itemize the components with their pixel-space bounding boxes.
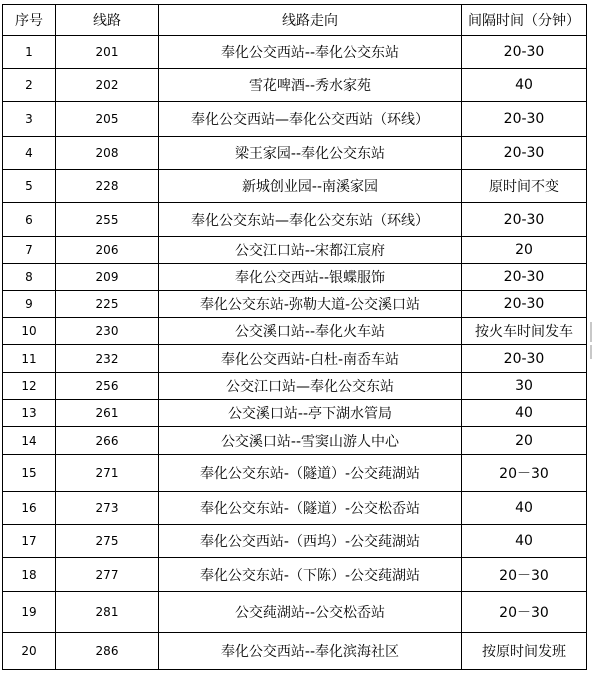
cell-index: 11 [3, 345, 56, 373]
cell-interval: 40 [462, 492, 587, 525]
cell-interval: 20 [462, 427, 587, 455]
cell-route: 公交江口站—奉化公交东站 [159, 373, 462, 400]
cell-index: 8 [3, 264, 56, 291]
table-row [3, 203, 587, 237]
cell-line: 209 [56, 264, 159, 291]
cell-index: 2 [3, 69, 56, 102]
cell-route: 梁王家园--奉化公交东站 [159, 137, 462, 170]
cell-interval: 20-30 [462, 137, 587, 170]
header-row [3, 5, 587, 36]
cell-route: 公交莼湖站--公交松岙站 [159, 592, 462, 633]
header-route: 线路走向 [159, 5, 462, 36]
cell-line: 201 [56, 36, 159, 69]
cell-line: 277 [56, 558, 159, 592]
header-index: 序号 [3, 5, 56, 36]
cell-index: 7 [3, 237, 56, 264]
cell-line: 206 [56, 237, 159, 264]
cell-route: 公交溪口站--奉化火车站 [159, 318, 462, 345]
cell-index: 9 [3, 291, 56, 318]
cell-interval: 按原时间发班 [462, 633, 587, 670]
cell-interval: 20-30 [462, 102, 587, 137]
table-row [3, 373, 587, 400]
cell-route: 奉化公交西站-（西坞）-公交莼湖站 [159, 525, 462, 558]
cell-line: 281 [56, 592, 159, 633]
cell-route: 奉化公交西站--奉化滨海社区 [159, 633, 462, 670]
cell-line: 208 [56, 137, 159, 170]
table-row [3, 400, 587, 427]
header-line: 线路 [56, 5, 159, 36]
cell-interval: 40 [462, 525, 587, 558]
cell-interval: 20－30 [462, 455, 587, 492]
cell-index: 3 [3, 102, 56, 137]
cell-route: 奉化公交东站-（下陈）-公交莼湖站 [159, 558, 462, 592]
cell-route: 奉化公交西站-白杜-南岙车站 [159, 345, 462, 373]
cell-index: 10 [3, 318, 56, 345]
bus-route-table [2, 4, 587, 670]
cell-index: 18 [3, 558, 56, 592]
cell-line: 205 [56, 102, 159, 137]
cell-interval: 20-30 [462, 203, 587, 237]
cell-index: 15 [3, 455, 56, 492]
table-row [3, 492, 587, 525]
cell-route: 奉化公交东站—奉化公交东站（环线） [159, 203, 462, 237]
cell-index: 14 [3, 427, 56, 455]
cell-line: 232 [56, 345, 159, 373]
cell-index: 20 [3, 633, 56, 670]
cell-route: 新城创业园--南溪家园 [159, 170, 462, 203]
table-row [3, 558, 587, 592]
table-row [3, 345, 587, 373]
cell-line: 275 [56, 525, 159, 558]
cell-route: 公交溪口站--亭下湖水管局 [159, 400, 462, 427]
cell-interval: 20-30 [462, 291, 587, 318]
cell-route: 奉化公交东站-（隧道）-公交莼湖站 [159, 455, 462, 492]
cell-line: 256 [56, 373, 159, 400]
table-row [3, 633, 587, 670]
cell-interval: 20 [462, 237, 587, 264]
cell-route: 公交溪口站--雪窦山游人中心 [159, 427, 462, 455]
cell-route: 奉化公交西站--银蝶服饰 [159, 264, 462, 291]
cell-interval: 20-30 [462, 264, 587, 291]
table-row [3, 318, 587, 345]
cell-line: 271 [56, 455, 159, 492]
cell-interval: 20－30 [462, 558, 587, 592]
cell-index: 16 [3, 492, 56, 525]
cell-index: 17 [3, 525, 56, 558]
table-row [3, 264, 587, 291]
header-interval: 间隔时间（分钟） [462, 5, 587, 36]
cell-interval: 20－30 [462, 592, 587, 633]
cell-interval: 40 [462, 400, 587, 427]
cell-line: 255 [56, 203, 159, 237]
table-row [3, 427, 587, 455]
cell-route: 公交江口站--宋都江宸府 [159, 237, 462, 264]
cell-index: 19 [3, 592, 56, 633]
cell-index: 6 [3, 203, 56, 237]
cell-interval: 20-30 [462, 36, 587, 69]
table-row [3, 237, 587, 264]
table-row [3, 69, 587, 102]
table-row [3, 291, 587, 318]
cell-index: 4 [3, 137, 56, 170]
table-row [3, 525, 587, 558]
cell-line: 230 [56, 318, 159, 345]
cell-index: 5 [3, 170, 56, 203]
cell-line: 273 [56, 492, 159, 525]
cell-line: 225 [56, 291, 159, 318]
table-row [3, 102, 587, 137]
table-row [3, 170, 587, 203]
cell-line: 266 [56, 427, 159, 455]
cell-route: 奉化公交东站-弥勒大道-公交溪口站 [159, 291, 462, 318]
cell-index: 13 [3, 400, 56, 427]
page-edge-mark [590, 322, 592, 342]
cell-line: 202 [56, 69, 159, 102]
table-row [3, 137, 587, 170]
cell-interval: 原时间不变 [462, 170, 587, 203]
cell-interval: 30 [462, 373, 587, 400]
cell-interval: 40 [462, 69, 587, 102]
cell-line: 286 [56, 633, 159, 670]
cell-route: 奉化公交西站—奉化公交西站（环线） [159, 102, 462, 137]
page-edge-mark [590, 345, 592, 359]
cell-index: 12 [3, 373, 56, 400]
cell-index: 1 [3, 36, 56, 69]
table-row [3, 455, 587, 492]
table-row [3, 592, 587, 633]
table-row [3, 36, 587, 69]
cell-line: 228 [56, 170, 159, 203]
cell-route: 奉化公交东站-（隧道）-公交松岙站 [159, 492, 462, 525]
cell-line: 261 [56, 400, 159, 427]
cell-route: 雪花啤酒--秀水家苑 [159, 69, 462, 102]
cell-interval: 20-30 [462, 345, 587, 373]
cell-route: 奉化公交西站--奉化公交东站 [159, 36, 462, 69]
cell-interval: 按火车时间发车 [462, 318, 587, 345]
